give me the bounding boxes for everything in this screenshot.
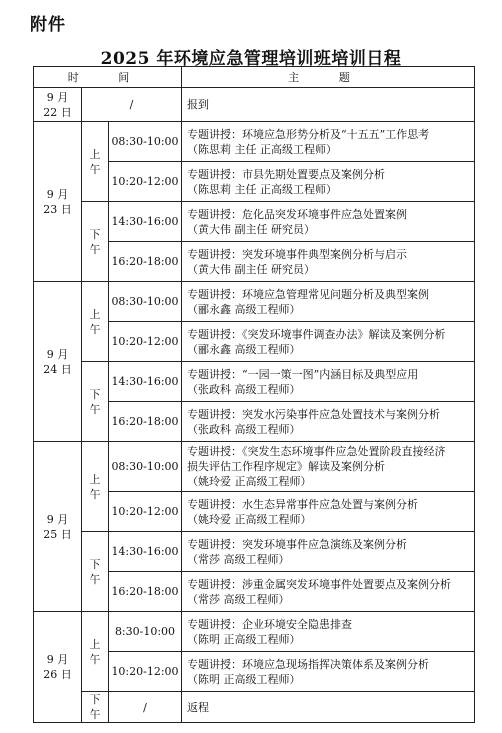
schedule-table bbox=[33, 66, 475, 723]
half-day-pm: 下 午 bbox=[82, 202, 109, 282]
topic-cell: 专题讲授：企业环境安全隐患排查 （陈明 正高级工程师） bbox=[182, 612, 475, 652]
day-cell: 9 月 25 日 bbox=[34, 442, 82, 612]
topic-cell: 专题讲授：环境应急现场指挥决策体系及案例分析 （陈明 正高级工程师） bbox=[182, 652, 475, 692]
time-cell: 08:30-10:00 bbox=[109, 442, 182, 492]
topic-cell: 专题讲授：《突发环境事件调查办法》解读及案例分析 （郦永鑫 高级工程师） bbox=[182, 322, 475, 362]
time-cell: 14:30-16:00 bbox=[109, 362, 182, 402]
table-row bbox=[34, 532, 475, 572]
time-cell: 10:20-12:00 bbox=[109, 492, 182, 532]
table-row bbox=[34, 442, 475, 492]
day-cell: 9 月 23 日 bbox=[34, 122, 82, 282]
page-title: 2025 年环境应急管理培训班培训日程 bbox=[100, 49, 402, 69]
day-cell: 9 月 22 日 bbox=[34, 88, 82, 122]
day-cell: 9 月 26 日 bbox=[34, 612, 82, 723]
topic-cell: 专题讲授：《突发生态环境事件应急处置阶段直接经济 损失评估工作程序规定》解读及案例分析 （姚玲爱 正高级工程师） bbox=[182, 442, 475, 492]
topic-cell: 专题讲授：“一园一策一图”内涵目标及典型应用 （张政科 高级工程师） bbox=[182, 362, 475, 402]
table-header-row bbox=[34, 67, 475, 88]
table-row bbox=[34, 122, 475, 162]
time-cell: 08:30-10:00 bbox=[109, 282, 182, 322]
topic-cell: 专题讲授：环境应急管理常见问题分析及典型案例 （郦永鑫 高级工程师） bbox=[182, 282, 475, 322]
half-day-pm: 下 午 bbox=[82, 692, 109, 723]
time-cell: 14:30-16:00 bbox=[109, 202, 182, 242]
time-cell: 10:20-12:00 bbox=[109, 162, 182, 202]
table-row bbox=[34, 88, 475, 122]
topic-cell: 专题讲授：突发环境事件应急演练及案例分析 （常莎 高级工程师） bbox=[182, 532, 475, 572]
table-row bbox=[34, 362, 475, 402]
topic-cell: 返程 bbox=[182, 692, 475, 723]
topic-cell: 专题讲授：环境应急形势分析及“十五五”工作思考 （陈思莉 主任 正高级工程师） bbox=[182, 122, 475, 162]
topic-cell: 报到 bbox=[182, 88, 475, 122]
topic-cell: 专题讲授：水生态异常事件应急处置与案例分析 （姚玲爱 正高级工程师） bbox=[182, 492, 475, 532]
half-day-am: 上 午 bbox=[82, 442, 109, 532]
half-day-pm: 下 午 bbox=[82, 362, 109, 442]
half-day-am: 上 午 bbox=[82, 282, 109, 362]
time-cell: 16:20-18:00 bbox=[109, 402, 182, 442]
topic-cell: 专题讲授：突发水污染事件应急处置技术与案例分析 （张政科 高级工程师） bbox=[182, 402, 475, 442]
time-cell: 10:20-12:00 bbox=[109, 652, 182, 692]
header-topic: 主 题 bbox=[182, 67, 475, 88]
attachment-label: 附件 bbox=[30, 15, 66, 35]
topic-cell: 专题讲授：市县先期处置要点及案例分析 （陈思莉 主任 正高级工程师） bbox=[182, 162, 475, 202]
header-time: 时 间 bbox=[34, 67, 182, 88]
topic-cell: 专题讲授：涉重金属突发环境事件处置要点及案例分析 （常莎 高级工程师） bbox=[182, 572, 475, 612]
time-cell: / bbox=[82, 88, 182, 122]
time-cell: 10:20-12:00 bbox=[109, 322, 182, 362]
table-row bbox=[34, 282, 475, 322]
time-cell: 08:30-10:00 bbox=[109, 122, 182, 162]
table-row bbox=[34, 202, 475, 242]
topic-cell: 专题讲授：突发环境事件典型案例分析与启示 （黄大伟 副主任 研究员） bbox=[182, 242, 475, 282]
time-cell: 16:20-18:00 bbox=[109, 242, 182, 282]
time-cell: 14:30-16:00 bbox=[109, 532, 182, 572]
time-cell: / bbox=[109, 692, 182, 723]
table-row bbox=[34, 692, 475, 723]
half-day-am: 上 午 bbox=[82, 122, 109, 202]
half-day-am: 上 午 bbox=[82, 612, 109, 692]
time-cell: 8:30-10:00 bbox=[109, 612, 182, 652]
day-cell: 9 月 24 日 bbox=[34, 282, 82, 442]
topic-cell: 专题讲授：危化品突发环境事件应急处置案例 （黄大伟 副主任 研究员） bbox=[182, 202, 475, 242]
time-cell: 16:20-18:00 bbox=[109, 572, 182, 612]
table-row bbox=[34, 612, 475, 652]
half-day-pm: 下 午 bbox=[82, 532, 109, 612]
